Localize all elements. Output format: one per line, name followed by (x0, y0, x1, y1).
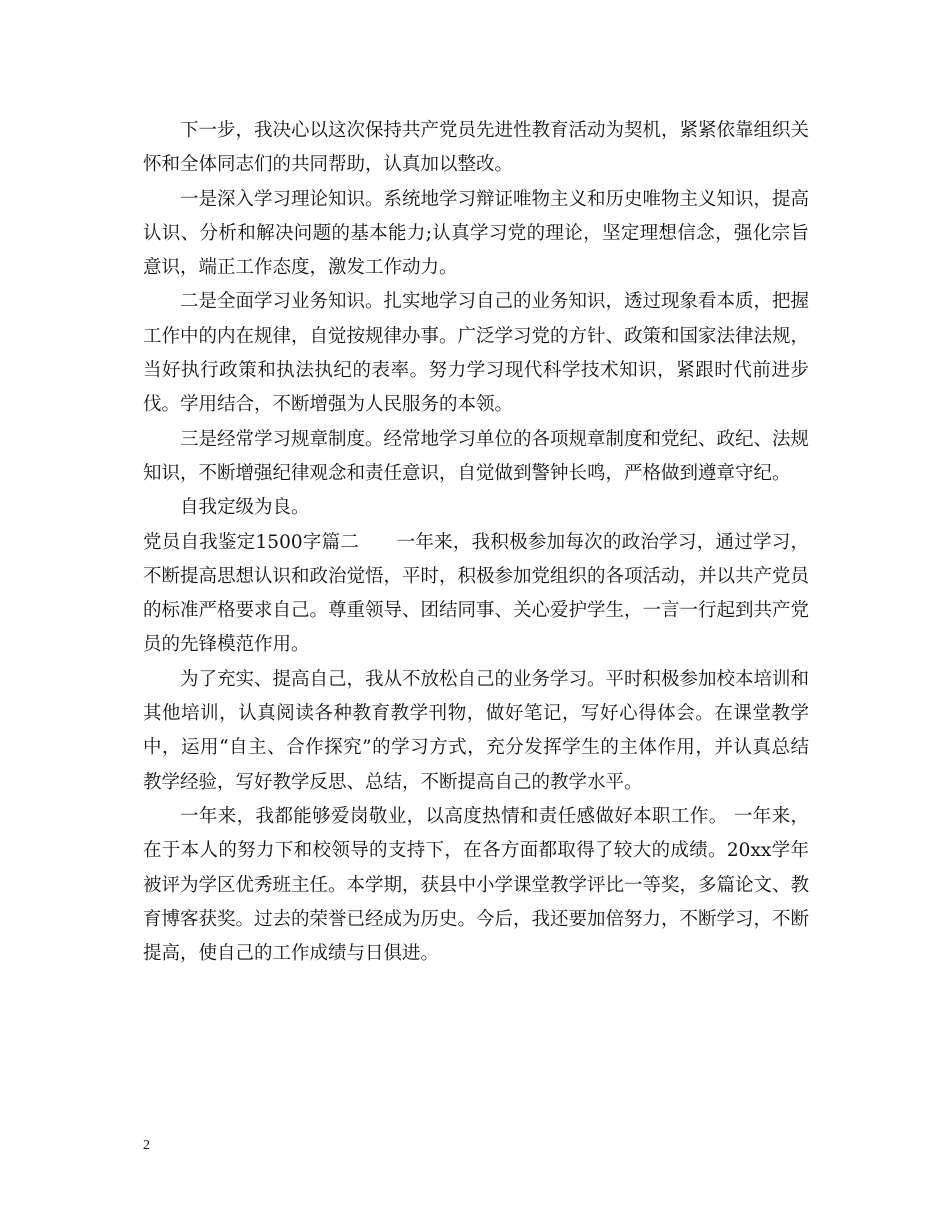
paragraph-regulations-study: 三是经常学习规章制度。经常地学习单位的各项规章制度和党纪、政纪、法规知识，不断增强纪律观念和责任意识，自觉做到警钟长鸣，严格做到遵章守纪。 (143, 428, 810, 484)
paragraph-next-step: 下一步，我决心以这次保持共产党员先进性教育活动为契机，紧紧依靠组织关怀和全体同志们的共同帮助，认真加以整改。 (143, 120, 810, 176)
paragraph-business-study: 二是全面学习业务知识。扎实地学习自己的业务知识，透过现象看本质，把握工作中的内在规律，自觉按规律办事。广泛学习党的方针、政策和国家法律法规，当好执行政策和执法执纪的表率。努力学习现代科学技术知识，紧跟时代前进步伐。学用结合，不断增强为人民服务的本领。 (143, 291, 810, 416)
paragraph-article-two-intro: 党员自我鉴定1500字篇二 一年来，我积极参加每次的政治学习，通过学习，不断提高思想认识和政治觉悟，平时，积极参加党组织的各项活动，并以共产党员的标准严格要求自己。尊重领导、团结同事、关心爱护学生，一言一行起到共产党员的先锋模范作用。 (143, 531, 810, 656)
paragraph-self-improvement: 为了充实、提高自己，我从不放松自己的业务学习。平时积极参加校本培训和其他培训，认真阅读各种教育教学刊物，做好笔记，写好心得体会。在课堂教学中，运用“自主、合作探究”的学习方式，充分发挥学生的主体作用，并认真总结教学经验，写好教学反思、总结，不断提高自己的教学水平。 (143, 668, 810, 793)
document-body (143, 114, 809, 971)
page-number: 2 (143, 1138, 150, 1153)
paragraph-achievements: 一年来，我都能够爱岗敬业，以高度热情和责任感做好本职工作。 一年来，在于本人的努力下和校领导的支持下，在各方面都取得了较大的成绩。20xx学年被评为学区优秀班主任。本学期，获县中小学课堂教学评比一等奖，多篇论文、教育博客获奖。过去的荣誉已经成为历史。今后，我还要加倍努力，不断学习，不断提高，使自己的工作成绩与日俱进。 (143, 805, 810, 965)
paragraph-self-rating: 自我定级为良。 (180, 497, 310, 519)
paragraph-theory-study: 一是深入学习理论知识。系统地学习辩证唯物主义和历史唯物主义知识，提高认识、分析和解决问题的基本能力;认真学习党的理论，坚定理想信念，强化宗旨意识，端正工作态度，激发工作动力。 (143, 188, 810, 279)
